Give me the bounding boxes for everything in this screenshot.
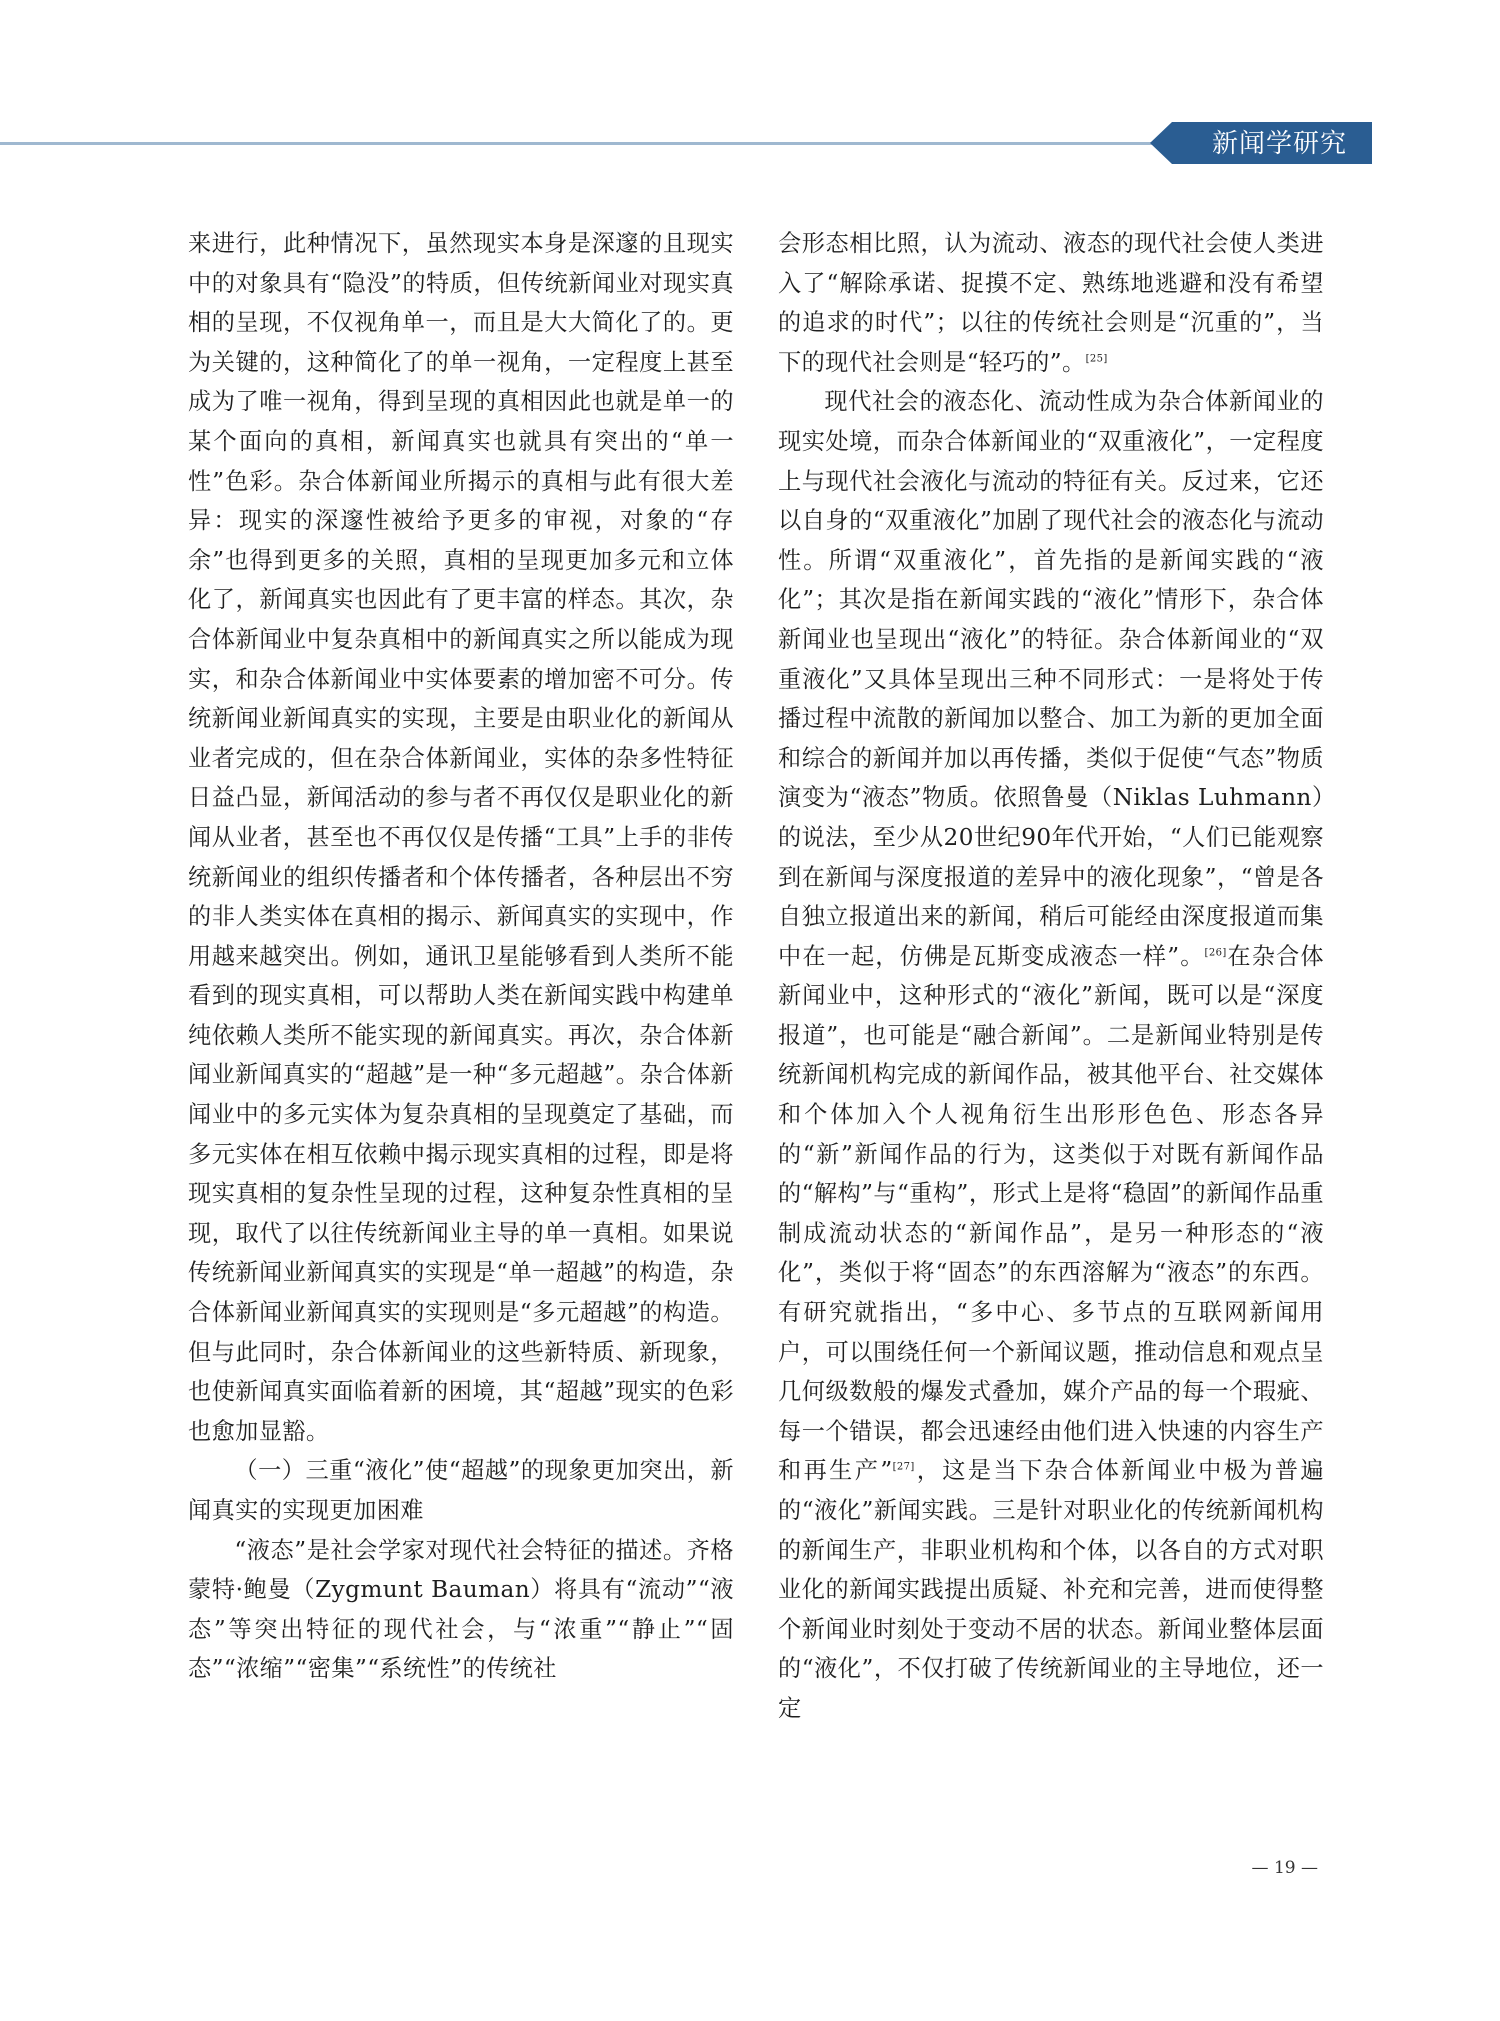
left-column [188,224,734,1689]
citation-25: [25] [1085,353,1108,365]
section-heading: （一）三重“液化”使“超越”的现象更加突出，新闻真实的实现更加困难 [188,1457,734,1524]
left-paragraph-1: 来进行，此种情况下，虽然现实本身是深邃的且现实中的对象具有“隐没”的特质，但传统新闻业对现实真相的呈现，不仅视角单一，而且是大大简化了的。更为关键的，这种简化了的单一视角，一定程度上甚至成为了唯一视角，得到呈现的真相因此也就是单一的某个面向的真相，新闻真实也就具有突出的“单一性”色彩。杂合体新闻业所揭示的真相与此有很大差异：现实的深邃性被给予更多的审视，对象的“存余”也得到更多的关照，真相的呈现更加多元和立体化了，新闻真实也因此有了更丰富的样态。其次，杂合体新闻业中复杂真相中的新闻真实之所以能成为现实，和杂合体新闻业中实体要素的增加密不可分。传统新闻业新闻真实的实现，主要是由职业化的新闻从业者完成的，但在杂合体新闻业，实体的杂多性特征日益凸显，新闻活动的参与者不再仅仅是职业化的新闻从业者，甚至也不再仅仅是传播“工具”上手的非传统新闻业的组织传播者和个体传播者，各种层出不穷的非人类实体在真相的揭示、新闻真实的实现中，作用越来越突出。例如，通讯卫星能够看到人类所不能看到的现实真相，可以帮助人类在新闻实践中构建单纯依赖人类所不能实现的新闻真实。再次，杂合体新闻业新闻真实的“超越”是一种“多元超越”。杂合体新闻业中的多元实体为复杂真相的呈现奠定了基础，而多元实体在相互依赖中揭示现实真相的过程，即是将现实真相的复杂性呈现的过程，这种复杂性真相的呈现，取代了以往传统新闻业主导的单一真相。如果说传统新闻业新闻真实的实现是“单一超越”的构造，杂合体新闻业新闻真实的实现则是“多元超越”的构造。但与此同时，杂合体新闻业的这些新特质、新现象，也使新闻真实面临着新的困境，其“超越”现实的色彩也愈加显豁。 [188,230,734,1445]
section-label: 新闻学研究 [1212,129,1348,159]
left-paragraph-2: “液态”是社会学家对现代社会特征的描述。齐格蒙特·鲍曼（Zygmunt Bauman）将具有“流动”“液态”等突出特征的现代社会，与“浓重”“静止”“固态”“浓缩”“密集”“系统性”的传统社 [188,1536,734,1683]
right-paragraph-2-part-a: 现代社会的液态化、流动性成为杂合体新闻业的现实处境，而杂合体新闻业的“双重液化”，一定程度上与现代社会液化与流动的特征有关。反过来，它还以自身的“双重液化”加剧了现代社会的液态化与流动性。所谓“双重液化”，首先指的是新闻实践的“液化”；其次是指在新闻实践的“液化”情形下，杂合体新闻业也呈现出“液化”的特征。杂合体新闻业的“双重液化”又具体呈现出三种不同形式：一是将处于传播过程中流散的新闻加以整合、加工为新的更加全面和综合的新闻并加以再传播，类似于促使“气态”物质演变为“液态”物质。依照鲁曼（Niklas Luhmann）的说法，至少从20世纪90年代开始，“人们已能观察到在新闻与深度报道的差异中的液化现象”，“曾是各自独立报道出来的新闻，稍后可能经由深度报道而集中在一起，仿佛是瓦斯变成液态一样”。 [778,388,1324,970]
page-number: — 19 — [1251,1858,1318,1878]
right-paragraph-2-part-b: 在杂合体新闻业中，这种形式的“液化”新闻，既可以是“深度报道”，也可能是“融合新闻”。二是新闻业特别是传统新闻机构完成的新闻作品，被其他平台、社交媒体和个体加入个人视角衍生出形形色色、形态各异的“新”新闻作品的行为，这类似于对既有新闻作品的“解构”与“重构”，形式上是将“稳固”的新闻作品重制成流动状态的“新闻作品”，是另一种形态的“液化”，类似于将“固态”的东西溶解为“液态”的东西。有研究就指出，“多中心、多节点的互联网新闻用户，可以围绕任何一个新闻议题，推动信息和观点呈几何级数般的爆发式叠加，媒介产品的每一个瑕疵、每一个错误，都会迅速经由他们进入快速的内容生产和再生产” [778,942,1324,1485]
citation-27: [27] [892,1461,915,1473]
citation-26: [26] [1204,946,1227,958]
header-rule [0,142,1165,145]
right-paragraph-2-part-c: ，这是当下杂合体新闻业中极为普遍的“液化”新闻实践。三是针对职业化的传统新闻机构的新闻生产，非职业机构和个体，以各自的方式对职业化的新闻实践提出质疑、补充和完善，进而使得整个新闻业时刻处于变动不居的状态。新闻业整体层面的“液化”，不仅打破了传统新闻业的主导地位，还一定 [778,1457,1324,1722]
right-paragraph-1 [778,224,1324,382]
right-paragraph-1-text: 会形态相比照，认为流动、液态的现代社会使人类进入了“解除承诺、捉摸不定、熟练地逃避和没有希望的追求的时代”；以往的传统社会则是“沉重的”，当下的现代社会则是“轻巧的”。 [778,230,1324,376]
right-column [778,224,1324,1729]
right-paragraph-2 [778,382,1324,1728]
